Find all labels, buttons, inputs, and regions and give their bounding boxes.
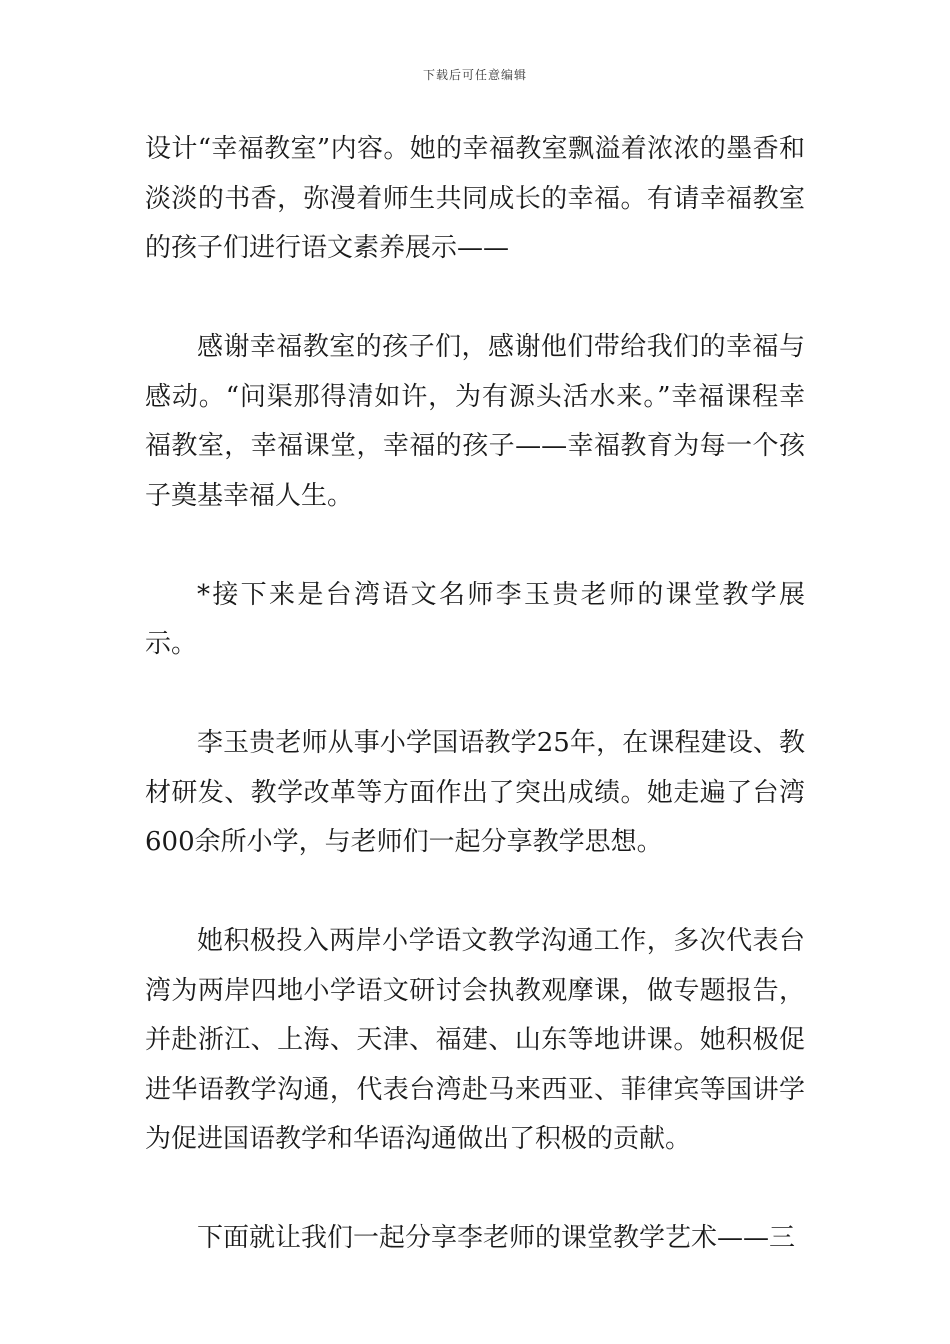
paragraph: 感谢幸福教室的孩子们，感谢他们带给我们的幸福与感动。“问渠那得清如许，为有源头活水来。”幸福课程幸福教室，幸福课堂，幸福的孩子——幸福教育为每一个孩子奠基幸福人生。 [145,332,805,511]
paragraph: 她积极投入两岸小学语文教学沟通工作，多次代表台湾为两岸四地小学语文研讨会执教观摩课，做专题报告，并赴浙江、上海、天津、福建、山东等地讲课。她积极促进华语教学沟通，代表台湾赴马来西亚、菲律宾等国讲学为促进国语教学和华语沟通做出了积极的贡献。 [145,926,805,1154]
paragraph: *接下来是台湾语文名师李玉贵老师的课堂教学展示。 [145,579,805,659]
paragraph: 李玉贵老师从事小学国语教学25年，在课程建设、教材研发、教学改革等方面作出了突出成绩。她走遍了台湾600余所小学，与老师们一起分享教学思想。 [145,728,805,857]
paragraph-continuation: 设计“幸福教室”内容。她的幸福教室飘溢着浓浓的墨香和淡淡的书香，弥漫着师生共同成长的幸福。有请幸福教室的孩子们进行语文素养展示—— [145,134,805,263]
page-header-note: 下载后可任意编辑 [422,68,527,82]
document-body [145,125,805,1264]
paragraph: 下面就让我们一起分享李老师的课堂教学艺术——三 [197,1223,796,1253]
